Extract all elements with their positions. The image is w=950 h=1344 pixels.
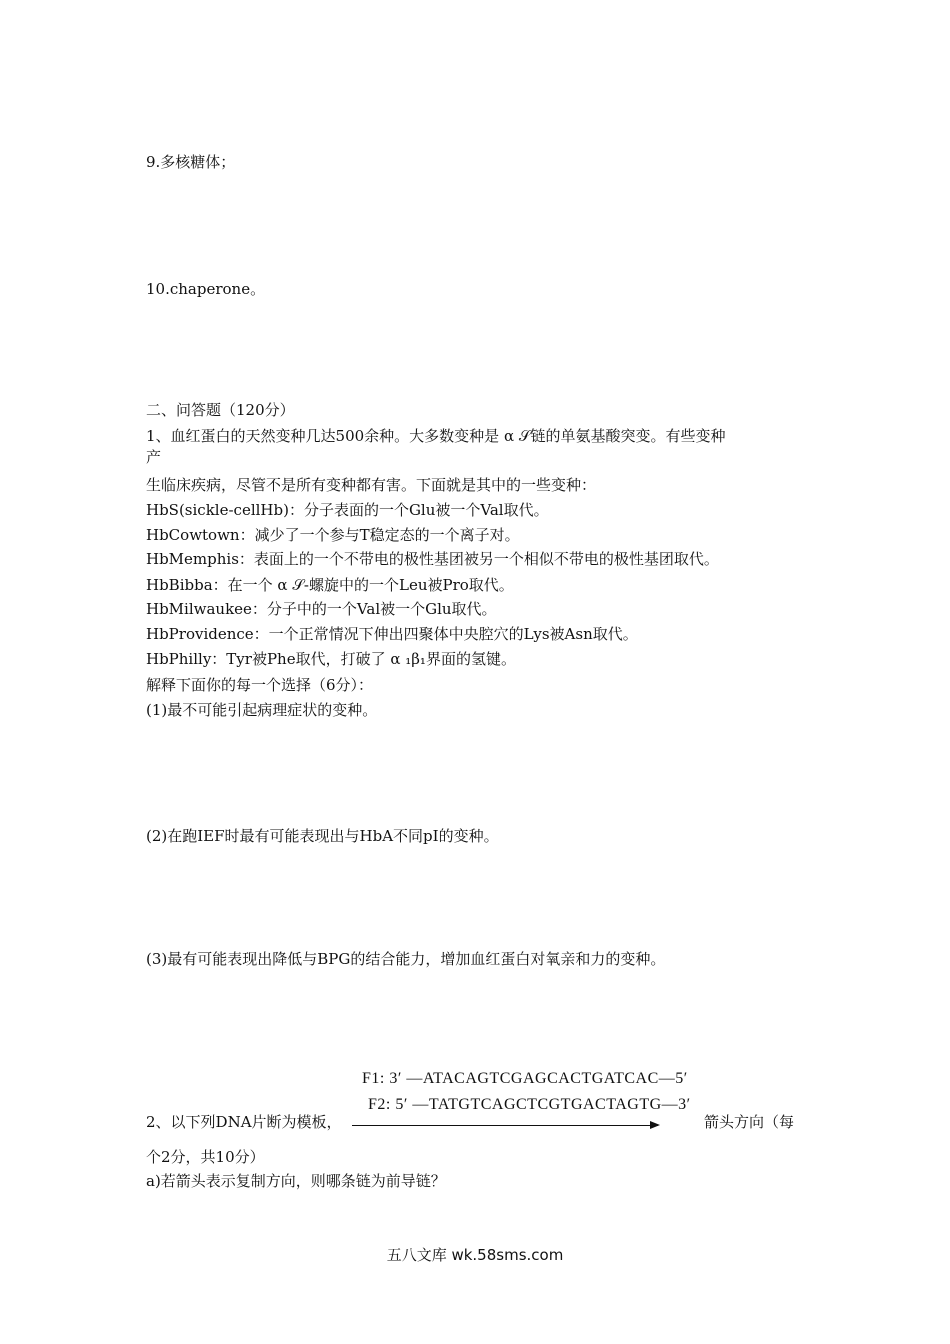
variant-item: HbS(sickle-cellHb)：分子表面的一个Glu被一个Val取代。 [146, 501, 549, 519]
direction-arrow-icon [352, 1125, 658, 1126]
question-1-line-2: 产 [146, 448, 162, 466]
variant-item: HbProvidence：一个正常情况下伸出四聚体中央腔穴的Lys被Asn取代。 [146, 625, 638, 643]
variant-item: HbMilwaukee：分子中的一个Val被一个Glu取代。 [146, 600, 497, 618]
question-1-part-1: (1)最不可能引起病理症状的变种。 [146, 701, 378, 719]
question-1-part-3: (3)最有可能表现出降低与BPG的结合能力，增加血红蛋白对氧亲和力的变种。 [146, 950, 666, 968]
dna-strand-f2: F2: 5′ —TATGTCAGCTCGTGACTAGTG—3′ [368, 1096, 691, 1113]
dna-strand-f1: F1: 3′ —ATACAGTCGAGCACTGATCAC—5′ [362, 1070, 688, 1087]
section-heading: 二、问答题（120分） [146, 401, 295, 419]
variant-item: HbMemphis：表面上的一个不带电的极性基团被另一个相似不带电的极性基团取代。 [146, 550, 719, 568]
footer-watermark: 五八文库 wk.58sms.com [386, 1246, 564, 1264]
question-1-line-3: 生临床疾病，尽管不是所有变种都有害。下面就是其中的一些变种： [146, 476, 597, 494]
variant-item: HbPhilly：Tyr被Phe取代，打破了 α ₁β₁界面的氢键。 [146, 650, 516, 668]
item-10: 10.chaperone。 [146, 280, 266, 298]
explain-instruction: 解释下面你的每一个选择（6分）： [146, 676, 374, 694]
question-2-line-2: 个2分，共10分） [146, 1148, 265, 1166]
variant-item: HbCowtown：减少了一个参与T稳定态的一个离子对。 [146, 526, 520, 544]
item-9: 9.多核糖体； [146, 153, 236, 171]
question-2-text-continued: 箭头方向（每 [704, 1113, 795, 1131]
question-1-line-1: 1、血红蛋白的天然变种几达500余种。大多数变种是 α 𝒮链的单氨基酸突变。有些变种 [146, 427, 726, 445]
question-1-part-2: (2)在跑IEF时最有可能表现出与HbA不同pI的变种。 [146, 827, 499, 845]
question-2-text: 2、以下列DNA片断为模板， [146, 1113, 342, 1131]
question-2-part-a: a)若箭头表示复制方向，则哪条链为前导链？ [146, 1172, 446, 1190]
variant-item: HbBibba：在一个 α 𝒮-螺旋中的一个Leu被Pro取代。 [146, 576, 514, 594]
